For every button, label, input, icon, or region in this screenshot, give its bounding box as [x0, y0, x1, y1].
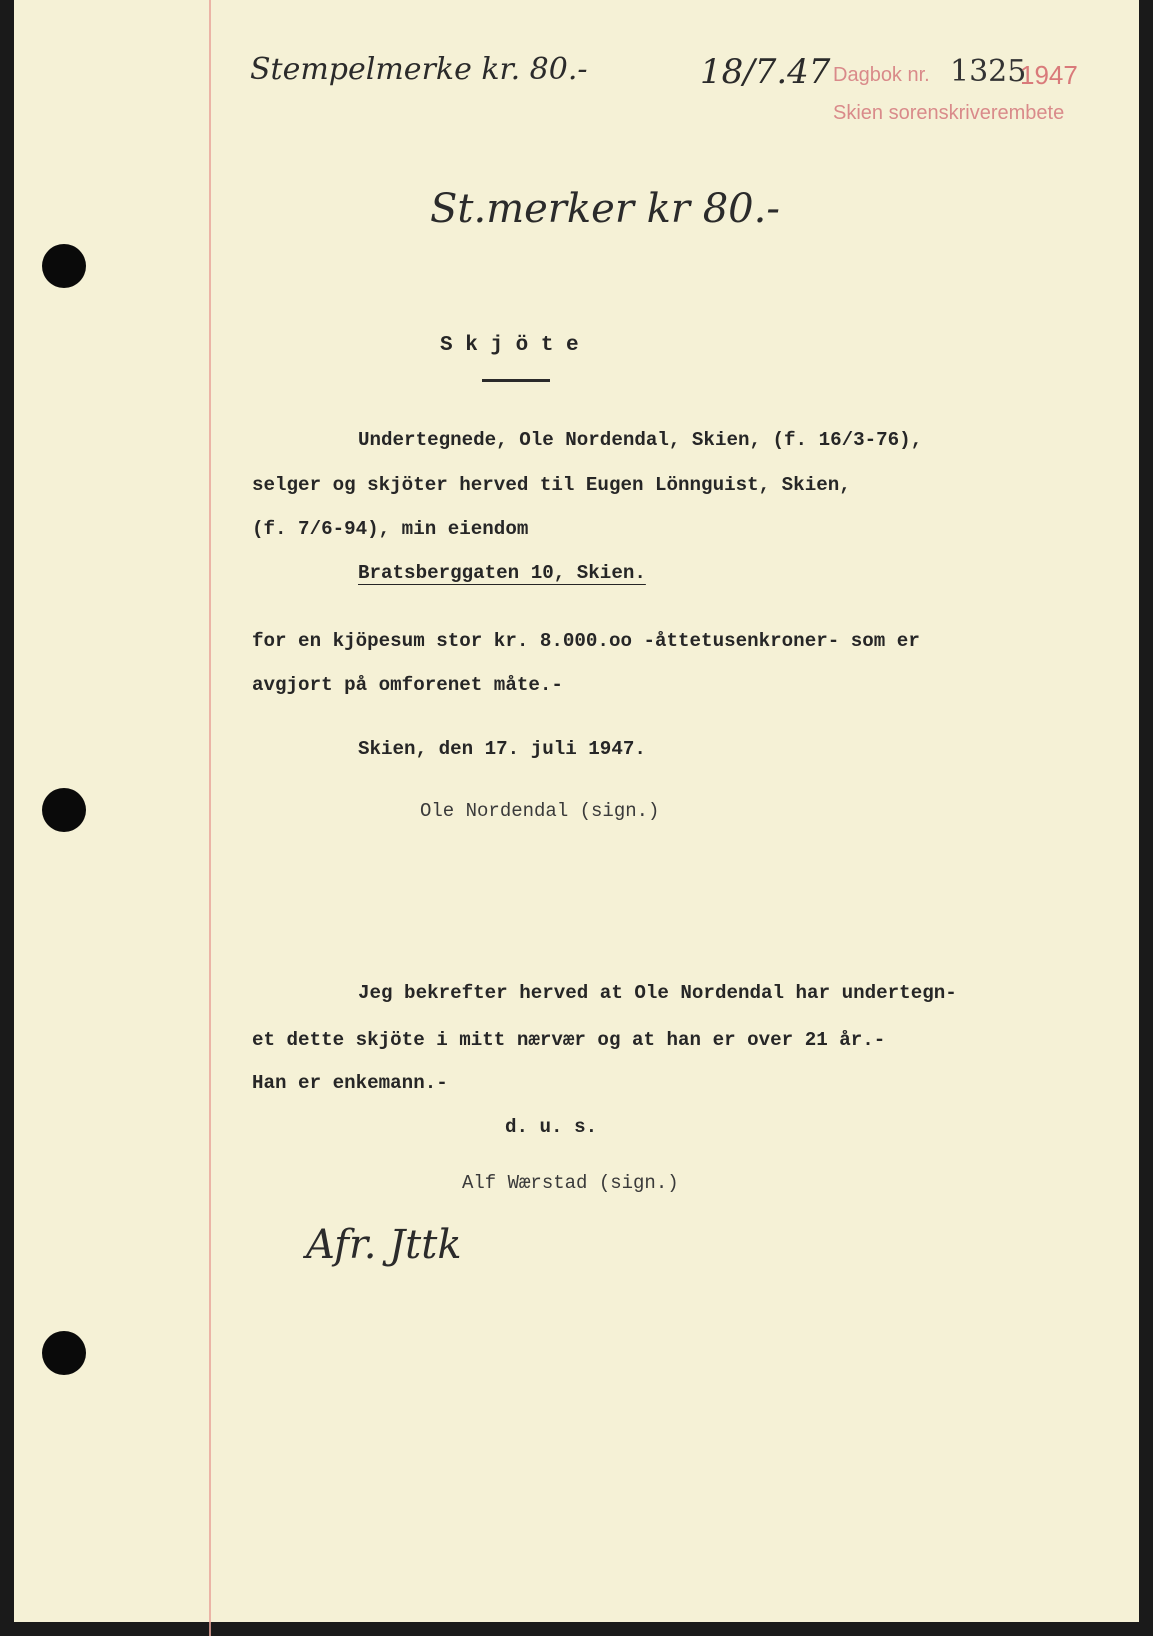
document-title: S k j ö t e [440, 334, 579, 357]
body-line-3: (f. 7/6-94), min eiendom [252, 518, 529, 540]
body-line-2: selger og skjöter herved til Eugen Lönnguist, Skien, [252, 474, 851, 496]
stamp-duty-note: St.merker kr 80.- [430, 186, 780, 232]
stamp-fee-note: Stempelmerke kr. 80.- [250, 52, 588, 87]
witness-closing: d. u. s. [505, 1116, 598, 1138]
seller-signature: Ole Nordendal (sign.) [420, 800, 660, 822]
handwritten-date: 18/7.47 [700, 52, 831, 92]
margin-line [209, 0, 211, 1636]
place-date: Skien, den 17. juli 1947. [358, 738, 646, 760]
body-line-4: for en kjöpesum stor kr. 8.000.oo -åttetusenkroner- som er [252, 630, 920, 652]
witness-signature: Alf Wærstad (sign.) [462, 1172, 679, 1194]
punch-hole-bottom [42, 1331, 86, 1375]
journal-number: 1325 [950, 54, 1027, 89]
journal-year: 1947 [1020, 60, 1078, 90]
witness-line-2: et dette skjöte i mitt nærvær og at han er over 21 år.- [252, 1029, 886, 1051]
scan-edge-bottom [0, 1622, 1153, 1636]
title-rule [482, 379, 550, 382]
punch-hole-middle [42, 788, 86, 832]
journal-label: Dagbok nr. [833, 64, 930, 86]
office-stamp: Skien sorenskriverembete [833, 102, 1065, 124]
body-line-1: Undertegnede, Ole Nordendal, Skien, (f. 16/3-76), [358, 429, 923, 451]
witness-line-3: Han er enkemann.- [252, 1072, 448, 1094]
handwritten-initials: Afr. Jttk [306, 1222, 462, 1268]
scan-edge-left [0, 0, 14, 1636]
property-address: Bratsberggaten 10, Skien. [358, 562, 646, 584]
scan-edge-right [1139, 0, 1153, 1636]
witness-line-1: Jeg bekrefter herved at Ole Nordendal har undertegn- [358, 982, 957, 1004]
punch-hole-top [42, 244, 86, 288]
body-line-5: avgjort på omforenet måte.- [252, 674, 563, 696]
